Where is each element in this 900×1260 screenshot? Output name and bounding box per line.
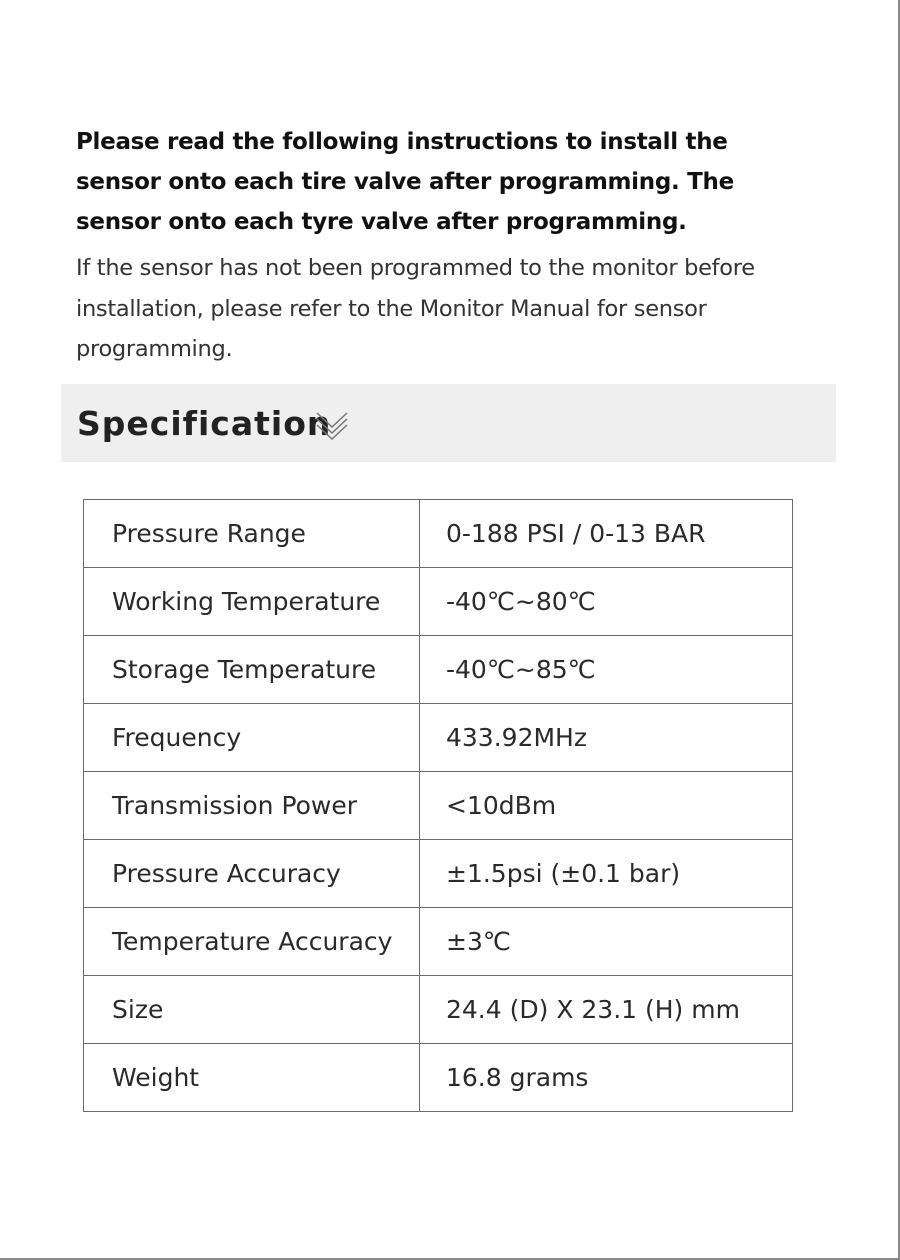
table-row (84, 840, 793, 908)
spec-value: -40℃~80℃ (420, 568, 793, 636)
spec-label: Transmission Power (84, 772, 420, 840)
spec-value: 433.92MHz (420, 704, 793, 772)
intro-bold-paragraph: Please read the following instructions to install the sensor onto each tire valve after programming. The sensor onto each tyre valve after programming. (76, 129, 734, 235)
spec-label: Pressure Range (84, 500, 420, 568)
table-row (84, 636, 793, 704)
table-row (84, 568, 793, 636)
table-row (84, 1044, 793, 1112)
spec-value: 24.4 (D) X 23.1 (H) mm (420, 976, 793, 1044)
double-chevron-down-icon (315, 410, 349, 440)
spec-label: Storage Temperature (84, 636, 420, 704)
spec-value: -40℃~85℃ (420, 636, 793, 704)
specification-title: Specification (77, 404, 332, 443)
specification-table (83, 499, 793, 1112)
table-row (84, 908, 793, 976)
spec-value: 16.8 grams (420, 1044, 793, 1112)
table-row (84, 500, 793, 568)
spec-value: <10dBm (420, 772, 793, 840)
table-row (84, 772, 793, 840)
spec-value: 0-188 PSI / 0-13 BAR (420, 500, 793, 568)
spec-label: Working Temperature (84, 568, 420, 636)
intro-paragraph: If the sensor has not been programmed to the monitor before installation, please refer to the Monitor Manual for sensor programming. (76, 255, 755, 362)
spec-label: Frequency (84, 704, 420, 772)
spec-value: ±1.5psi (±0.1 bar) (420, 840, 793, 908)
spec-label: Pressure Accuracy (84, 840, 420, 908)
spec-label: Weight (84, 1044, 420, 1112)
specification-header (61, 384, 836, 462)
spec-label: Temperature Accuracy (84, 908, 420, 976)
spec-value: ±3℃ (420, 908, 793, 976)
spec-label: Size (84, 976, 420, 1044)
table-row (84, 976, 793, 1044)
table-row (84, 704, 793, 772)
